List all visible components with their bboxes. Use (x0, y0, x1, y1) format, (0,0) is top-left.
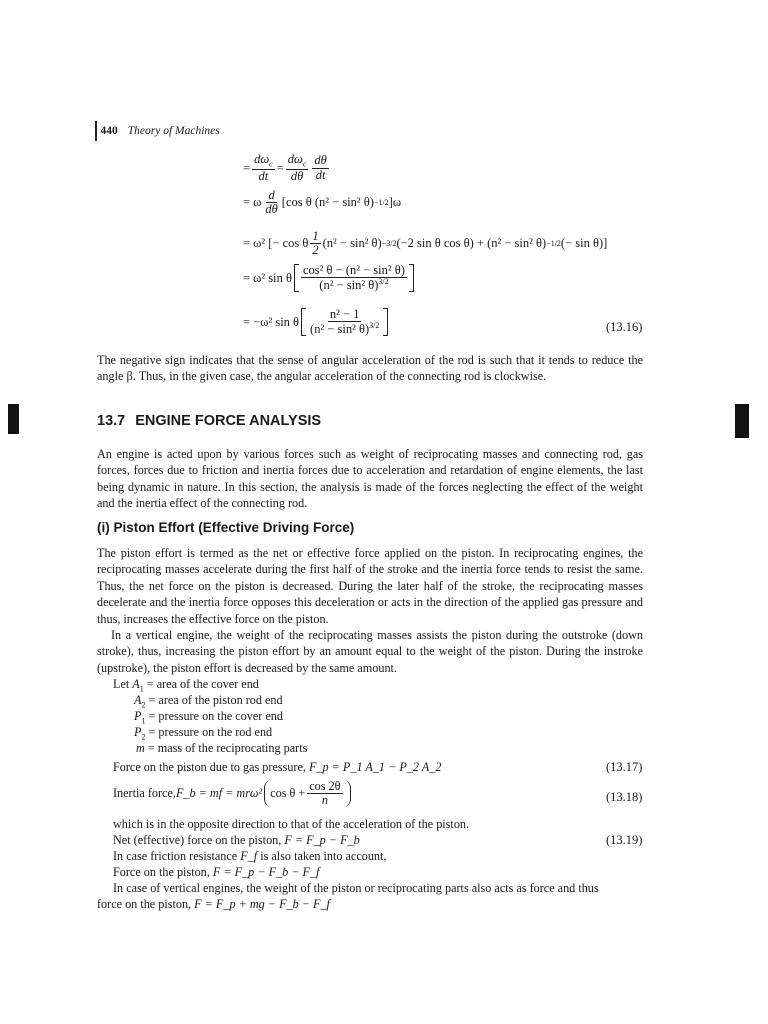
definition-row: $A_2$ = area of the piston rod end (134, 693, 283, 710)
fraction: $\frac{d\omega_c}{d\theta}$ (287, 152, 307, 183)
equation-vertical-force: force on the piston, F = F_p + mg − F_b − F_f (97, 897, 330, 911)
equation-friction-force: Force on the piston, F = F_p − F_b − F_f (113, 865, 320, 879)
definition-row: $P_2$ = pressure on the rod end (134, 725, 273, 742)
section-heading: 13.7 ENGINE FORCE ANALYSIS (97, 413, 322, 429)
subsection-heading: (i) Piston Effort (Effective Driving Force) (97, 520, 355, 535)
definition-row: Let $A_1$ = area of the cover end (113, 677, 259, 694)
book-title: Theory of Machines (127, 125, 220, 137)
page-header (95, 121, 220, 141)
paragraph-intro: An engine is acted upon by various forces such as weight of reciprocating masses and connecting rod, gas forces, forces due to friction and inertia forces due to acceleration and retardation of engine elements, the last being dynamic in nature. In this section, the analysis is made of the forces neglecting the effect of the weight and the inertia effect of the connecting rod. (97, 447, 643, 511)
derivation-line-1: = $\frac{d\omega_c}{dt}$ = $\frac{d\omega_c}{d\theta}$ $\frac{d\theta}{dt}$ (243, 152, 327, 183)
fraction: $\frac{d\omega_c}{dt}$ (254, 152, 273, 183)
derivation-line-4: = ω² sin θ $\frac{\text{cos² θ − (n² − sin² θ)}}{(n^2 - \sin^2 \theta)^{3/2}}$ (243, 264, 416, 292)
line-vertical-engines: In case of vertical engines, the weight of the piston or reciprocating parts also acts as force and thus (113, 881, 599, 895)
equation-number: (13.19) (606, 833, 643, 847)
paragraph-negative-sign: The negative sign indicates that the sense of angular acceleration of the rod is such that it tends to reduce the angle β. Thus, in the given case, the angular acceleration of the connecting rod is clockwise. (97, 353, 643, 384)
equation-inertia-force: Inertia force, F_b = mf = mrω² cos θ + $\frac{\cos 2\theta}{n}$ (113, 780, 353, 807)
scan-edge-mark (735, 404, 749, 438)
derivation-line-3: = ω² [− cos θ $\frac{1}{2}$ (n² − sin² θ) −3/2 (−2 sin θ cos θ) + (n² − sin² θ) −1/2 (− sin θ)] (243, 229, 608, 258)
paragraph-piston-1: The piston effort is termed as the net or effective force applied on the piston. In reciprocating engines, the reciprocating masses accelerate during the first half of the stroke and the inertia force tends to resist the same. Thus, the net force on the piston is decreased. During the later half of the stroke, the reciprocating masses decelerate and the inertia force opposes this deceleration or acts in the direction of the applied gas pressure and thus, increases the effective force on the piston. (97, 546, 643, 626)
fraction: $\frac{d\theta}{dt}$ (314, 153, 327, 182)
definition-row: $P_1$ = pressure on the cover end (134, 709, 283, 726)
line-friction: In case friction resistance F_f is also taken into account, (113, 849, 387, 863)
derivation-line-2: = ω $\frac{d}{d\theta}$ [cos θ (n² − sin² θ) −1/2 ]ω (243, 188, 402, 217)
equation-net-force: Net (effective) force on the piston, F = F_p − F_b (113, 833, 360, 847)
definition-row: m = mass of the reciprocating parts (136, 741, 308, 755)
line-opposite-direction: which is in the opposite direction to that of the acceleration of the piston. (113, 817, 470, 831)
equation-number: (13.17) (606, 760, 643, 774)
equation-number: (13.18) (606, 790, 643, 804)
paragraph-piston-2: In a vertical engine, the weight of the reciprocating masses assists the piston during the outstroke (down stroke), thus, increasing the piston effort by an amount equal to the weight of the piston. During the instroke (upstroke), the piston effort is decreased by the same amount. (97, 628, 643, 675)
page-number: 440 (100, 125, 118, 137)
header-rule (95, 121, 97, 141)
equation-gas-force: Force on the piston due to gas pressure, F_p = P_1 A_1 − P_2 A_2 (113, 760, 442, 774)
scan-edge-mark (8, 404, 19, 434)
derivation-line-5: = −ω² sin θ $\frac{\text{n² − 1}}{(n^2 - \sin^2 \theta)^{3/2}}$ (243, 308, 390, 336)
equation-number: (13.16) (606, 320, 643, 334)
